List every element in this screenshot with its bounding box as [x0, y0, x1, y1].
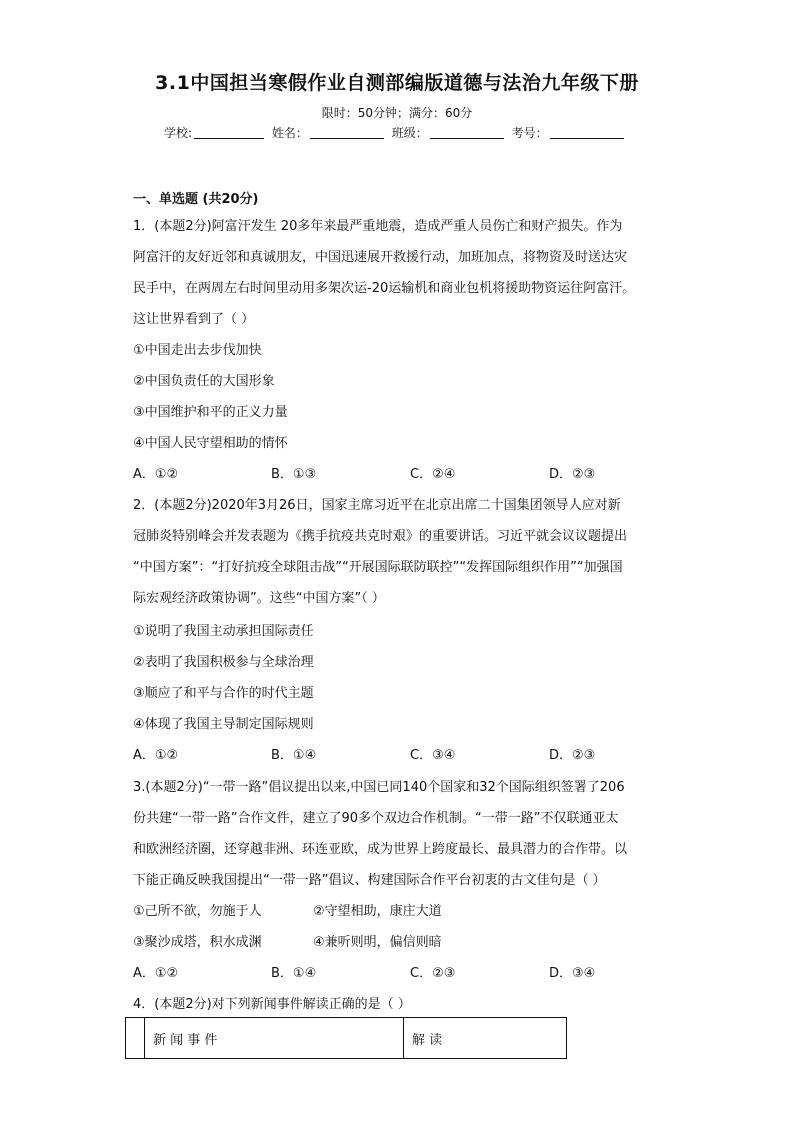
q3-item: ④兼听则明，偏信则暗	[313, 935, 442, 950]
q2-option-d[interactable]: D．②③	[549, 748, 596, 763]
q2-option-b[interactable]: B．①④	[271, 748, 317, 763]
q2-item: ③顺应了和平与合作的时代主题	[133, 686, 314, 701]
q3-stem-line: 和欧洲经济圈，还穿越非洲、环连亚欧，成为世界上跨度最长、最具潜力的合作带。以	[133, 842, 628, 857]
q1-option-b[interactable]: B．①③	[271, 467, 317, 482]
q2-item: ①说明了我国主动承担国际责任	[133, 624, 314, 639]
q1-option-a[interactable]: A．①②	[133, 467, 179, 482]
q1-item: ①中国走出去步伐加快	[133, 343, 262, 358]
q3-option-d[interactable]: D．③④	[549, 966, 596, 981]
name-label: 姓名：	[271, 126, 308, 140]
q3-item: ①己所不欲，勿施于人	[133, 904, 262, 919]
table-header-interpretation: 解 读	[404, 1018, 567, 1059]
q2-stem-line: “中国方案”：“打好抗疫全球阻击战”“开展国际联防联控”“发挥国际组织作用”“加强国	[133, 560, 623, 575]
q1-item: ④中国人民守望相助的情怀	[133, 436, 288, 451]
q1-stem-line: 1．(本题2分)阿富汗发生 20多年来最严重地震，造成严重人员伤亡和财产损失。作为	[133, 219, 623, 234]
q3-stem-line: 3.(本题2分)“一带一路”倡议提出以来,中国已同140个国家和32个国际组织签署了206	[133, 780, 625, 795]
q3-option-a[interactable]: A．①②	[133, 966, 179, 981]
table-row	[126, 1018, 567, 1059]
section-heading: 一、单选题 (共20分)	[133, 192, 259, 207]
class-field[interactable]	[430, 126, 504, 139]
time-score-info: 限时：50分钟；满分：60分	[321, 106, 473, 120]
q2-item: ④体现了我国主导制定国际规则	[133, 717, 314, 732]
q1-item: ②中国负责任的大国形象	[133, 374, 275, 389]
q1-stem-line: 民手中，在两周左右时间里动用多架次运-20运输机和商业包机将援助物资运往阿富汗。	[133, 281, 636, 296]
q3-stem-line: 下能正确反映我国提出“一带一路”倡议、构建国际合作平台初衷的古文佳句是（ ）	[133, 873, 606, 888]
table-cell-blank	[126, 1018, 145, 1059]
q4-stem-line: 4．(本题2分)对下列新闻事件解读正确的是（ ）	[133, 997, 411, 1012]
school-field[interactable]	[194, 126, 264, 139]
q2-stem-line: 际宏观经济政策协调”。这些“中国方案”（ ）	[133, 591, 385, 606]
q2-option-c[interactable]: C．③④	[410, 748, 456, 763]
number-label: 考号：	[511, 126, 548, 140]
class-label: 班级：	[391, 126, 428, 140]
q1-stem-line: 这让世界看到了（ ）	[133, 312, 255, 327]
q3-item: ③聚沙成塔，积水成渊	[133, 935, 262, 950]
q3-stem-line: 份共建“一带一路”合作文件，建立了90多个双边合作机制。“一带一路”不仅联通亚太	[133, 811, 619, 826]
page-title: 3.1中国担当寒假作业自测部编版道德与法治九年级下册	[155, 72, 639, 94]
q1-option-d[interactable]: D．②③	[549, 467, 596, 482]
name-field[interactable]	[310, 126, 384, 139]
q3-option-b[interactable]: B．①④	[271, 966, 317, 981]
q2-stem-line: 2．(本题2分)2020年3月26日，国家主席习近平在北京出席二十国集团领导人应对新	[133, 498, 621, 513]
q2-option-a[interactable]: A．①②	[133, 748, 179, 763]
q1-stem-line: 阿富汗的友好近邻和真诚朋友，中国迅速展开救援行动，加班加点，将物资及时送达灾	[133, 250, 628, 265]
student-info-row	[164, 124, 628, 141]
school-label: 学校:	[164, 126, 193, 140]
q3-option-c[interactable]: C．②③	[410, 966, 456, 981]
news-table	[125, 1017, 567, 1059]
table-header-news: 新 闻 事 件	[145, 1018, 404, 1059]
q2-stem-line: 冠肺炎特别峰会并发表题为《携手抗疫共克时艰》的重要讲话。习近平就会议议题提出	[133, 529, 628, 544]
q1-item: ③中国维护和平的正义力量	[133, 405, 288, 420]
q2-item: ②表明了我国积极参与全球治理	[133, 655, 314, 670]
q3-item: ②守望相助，康庄大道	[313, 904, 442, 919]
q1-option-c[interactable]: C．②④	[410, 467, 456, 482]
number-field[interactable]	[550, 126, 624, 139]
